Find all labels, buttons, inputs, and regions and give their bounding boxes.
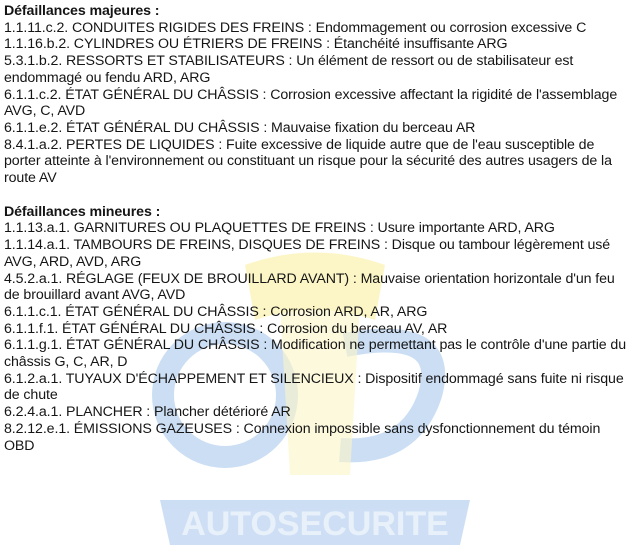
defect-description: Connexion impossible sans dysfonctionnement du témoin OBD — [4, 420, 601, 454]
defect-description: Plancher détérioré AR — [150, 404, 291, 421]
defect-description: Mauvaise fixation du berceau AR — [267, 119, 476, 136]
defect-code-title: 6.1.1.f.1. ÉTAT GÉNÉRAL DU CHÂSSIS : — [4, 320, 264, 337]
defect-item — [4, 404, 634, 421]
defect-code-title: 8.2.12.e.1. ÉMISSIONS GAZEUSES : — [4, 420, 240, 437]
section-title-minor: Défaillances mineures : — [4, 203, 161, 220]
defect-item — [4, 220, 634, 237]
watermark-brand-text: AUTOSECURITE — [181, 505, 449, 543]
defect-item — [4, 20, 634, 37]
defect-item — [4, 53, 634, 86]
defect-description: Disque ou tambour légèrement usé AVG, ARD, AVD, ARG — [4, 237, 611, 270]
inspection-report — [4, 3, 634, 454]
defect-item — [4, 87, 634, 120]
defect-code-title: 1.1.13.a.1. GARNITURES OU PLAQUETTES DE FREINS : — [4, 220, 374, 237]
defect-item — [4, 421, 634, 454]
section-major-defects — [4, 3, 634, 187]
defect-code-title: 6.1.1.c.2. ÉTAT GÉNÉRAL DU CHÂSSIS : — [4, 86, 267, 103]
defect-description: Modification ne permettant pas le contrôle d'une partie du châssis G, C, AR, D — [4, 337, 626, 371]
defect-item — [4, 321, 634, 338]
defect-code-title: 6.1.1.e.2. ÉTAT GÉNÉRAL DU CHÂSSIS : — [4, 119, 268, 136]
defect-description: Corrosion du berceau AV, AR — [263, 320, 448, 337]
defect-code-title: 6.1.1.c.1. ÉTAT GÉNÉRAL DU CHÂSSIS : — [4, 303, 267, 320]
defect-item — [4, 371, 634, 404]
defect-description: Corrosion excessive affectant la rigidité de l'assemblage AVG, C, AVD — [4, 86, 618, 120]
defect-code-title: 1.1.11.c.2. CONDUITES RIGIDES DES FREINS : — [4, 19, 312, 36]
defect-description: Un élément de ressort ou de stabilisateur est endommagé ou fendu ARD, ARG — [4, 53, 574, 86]
defect-description: Corrosion ARD, AR, ARG — [266, 303, 428, 320]
section-title-major: Défaillances majeures : — [4, 3, 160, 19]
defect-description: Endommagement ou corrosion excessive C — [311, 19, 587, 36]
defect-code-title: 5.3.1.b.2. RESSORTS ET STABILISATEURS : — [4, 53, 293, 70]
defect-code-title: 6.1.1.g.1. ÉTAT GÉNÉRAL DU CHÂSSIS : — [4, 337, 268, 354]
defect-code-title: 1.1.14.a.1. TAMBOURS DE FREINS, DISQUES DE FREINS : — [4, 237, 388, 254]
defect-description: Fuite excessive de liquide autre que de l'eau susceptible de porter atteinte à l'environnement ou constituant un risque pour la sécurité des autres usagers de la route AV — [4, 136, 612, 187]
defect-code-title: 4.5.2.a.1. RÉGLAGE (FEUX DE BROUILLARD AVANT) : — [4, 270, 357, 287]
defect-description: Mauvaise orientation horizontale d'un feu de brouillard avant AVG, AVD — [4, 270, 615, 304]
section-spacer — [4, 187, 634, 204]
defect-code-title: 8.4.1.a.2. PERTES DE LIQUIDES : — [4, 136, 223, 153]
defect-item — [4, 337, 634, 370]
defect-description: Étanchéité insuffisante ARG — [329, 36, 508, 53]
defect-item — [4, 304, 634, 321]
defect-description: Usure importante ARD, ARG — [373, 220, 555, 237]
defect-code-title: 1.1.16.b.2. CYLINDRES OU ÉTRIERS DE FREINS : — [4, 36, 330, 53]
section-minor-defects — [4, 204, 634, 455]
defect-item — [4, 36, 634, 53]
defect-item — [4, 237, 634, 270]
defect-item — [4, 137, 634, 187]
defect-description: Dispositif endommagé sans fuite ni risque de chute — [4, 370, 624, 404]
defect-code-title: 6.2.4.a.1. PLANCHER : — [4, 404, 151, 421]
defect-code-title: 6.1.2.a.1. TUYAUX D'ÉCHAPPEMENT ET SILENCIEUX : — [4, 370, 362, 387]
defect-item — [4, 120, 634, 137]
defect-item — [4, 271, 634, 304]
